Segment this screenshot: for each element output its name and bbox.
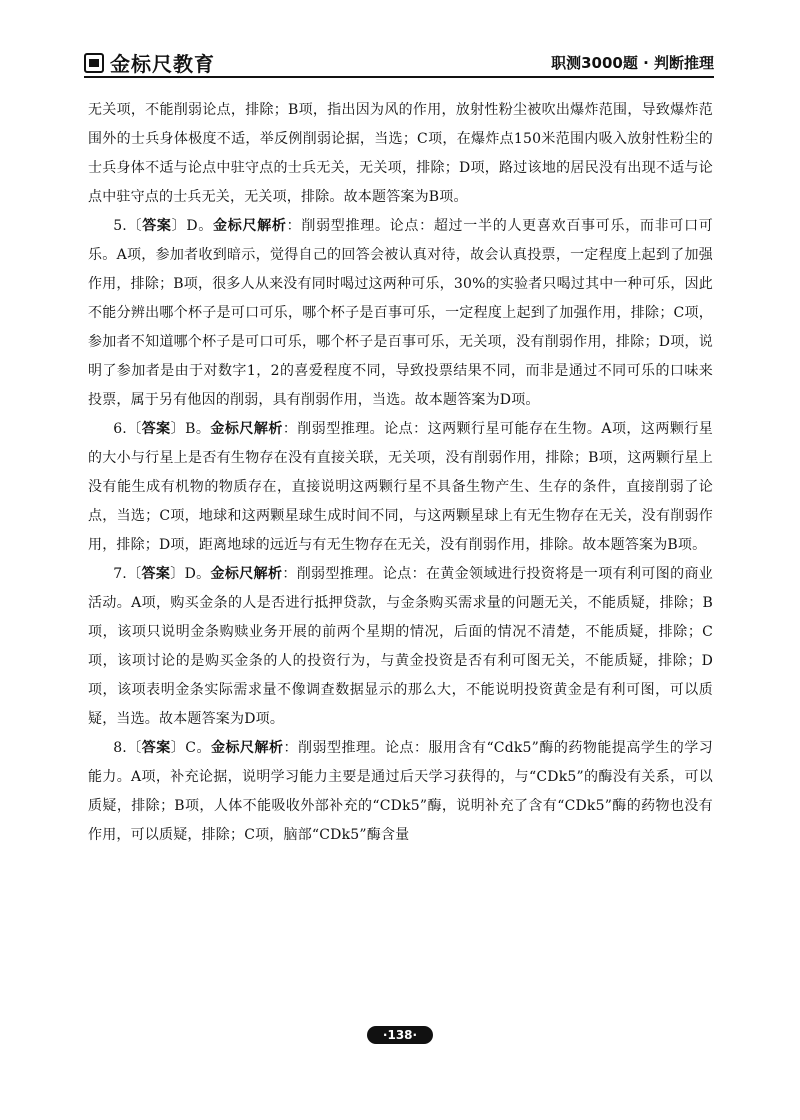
analysis-text: ：削弱型推理。论点：在黄金领域进行投资将是一项有利可图的商业活动。A项，购买金条的人是否进行抵押贷款，与金条购买需求量的问题无关，不能质疑，排除；B项，该项只说明金条购赎业务开展的前两个星期的情况，后面的情况不清楚，不能质疑，排除；C项，该项讨论的是购买金条的人的投资行为，与黄金投资是否有利可图无关，不能质疑，排除；D项，该项表明金条实际需求量不像调查数据显示的那么大，不能说明投资黄金是有利可图，可以质疑，当选。故本题答案为D项。 — [88, 566, 714, 727]
answer-value: 〕C。 — [170, 740, 211, 756]
page-number: ·138· — [367, 1026, 433, 1044]
brand-name: 金标尺教育 — [110, 52, 215, 76]
paragraph-question-8 — [88, 734, 713, 850]
logo-icon — [84, 53, 104, 73]
paragraph-continued: 无关项，不能削弱论点，排除；B项，指出因为风的作用，放射性粉尘被吹出爆炸范围，导致爆炸范围外的士兵身体极度不适，举反例削弱论据，当选；C项，在爆炸点150米范围内吸入放射性粉尘的士兵身体不适与论点中驻守点的士兵无关，无关项，排除；D项，路过该地的居民没有出现不适与论点中驻守点的士兵无关，无关项，排除。故本题答案为B项。 — [88, 102, 713, 205]
paragraph-question-5 — [88, 212, 713, 415]
analysis-label: 金标尺解析 — [213, 218, 287, 234]
book-title: 职测3000题 · 判断推理 — [551, 54, 714, 72]
question-number: 8.〔 — [113, 740, 142, 756]
answer-value: 〕B。 — [170, 421, 211, 437]
answer-value: 〕D。 — [171, 218, 214, 234]
question-number: 7.〔 — [113, 566, 142, 582]
analysis-text: ：削弱型推理。论点：这两颗行星可能存在生物。A项，这两颗行星的大小与行星上是否有生物存在没有直接关联，无关项，没有削弱作用，排除；B项，这两颗行星上没有能生成有机物的物质存在，直接说明这两颗行星不具备生物产生、生存的条件，直接削弱了论点，当选；C项，地球和这两颗星球生成时间不同，与这两颗星球上有无生物存在无关，没有削弱作用，排除；D项，距离地球的远近与有无生物存在无关，没有削弱作用，排除。故本题答案为B项。 — [88, 421, 714, 553]
answer-label: 答案 — [142, 218, 172, 234]
question-number: 5.〔 — [113, 218, 143, 234]
answer-label: 答案 — [141, 421, 171, 437]
header-divider — [84, 76, 714, 78]
analysis-label: 金标尺解析 — [210, 740, 284, 756]
answer-label: 答案 — [141, 740, 171, 756]
page-content — [88, 96, 713, 850]
paragraph-question-6 — [88, 415, 713, 560]
brand-logo — [84, 48, 215, 77]
analysis-text: ：削弱型推理。论点：超过一半的人更喜欢百事可乐，而非可口可乐。A项，参加者收到暗示，觉得自己的回答会被认真对待，故会认真投票，一定程度上起到了加强作用，排除；B项，很多人从来没有同时喝过这两种可乐，30%的实验者只喝过其中一种可乐，因此不能分辨出哪个杯子是可口可乐，哪个杯子是百事可乐，一定程度上起到了加强作用，排除；C项，参加者不知道哪个杯子是可口可乐，哪个杯子是百事可乐，无关项，没有削弱作用，排除；D项，说明了参加者是由于对数字1，2的喜爱程度不同，导致投票结果不同，而非是通过不同可乐的口味来投票，属于另有他因的削弱，具有削弱作用，当选。故本题答案为D项。 — [88, 218, 713, 408]
question-number: 6.〔 — [113, 421, 142, 437]
analysis-text: ：削弱型推理。论点：服用含有“Cdk5”酶的药物能提高学生的学习能力。A项，补充论据，说明学习能力主要是通过后天学习获得的，与“CDk5”的酶没有关系，可以质疑，排除；B项，人体不能吸收外部补充的“CDk5”酶，说明补充了含有“CDk5”酶的药物也没有作用，可以质疑，排除；C项，脑部“CDk5”酶含量 — [88, 740, 714, 843]
analysis-label: 金标尺解析 — [210, 566, 283, 582]
page-header — [84, 44, 714, 78]
analysis-label: 金标尺解析 — [210, 421, 283, 437]
answer-value: 〕D。 — [170, 566, 211, 582]
answer-label: 答案 — [141, 566, 171, 582]
page-footer — [0, 1024, 800, 1044]
paragraph-question-7 — [88, 560, 713, 734]
